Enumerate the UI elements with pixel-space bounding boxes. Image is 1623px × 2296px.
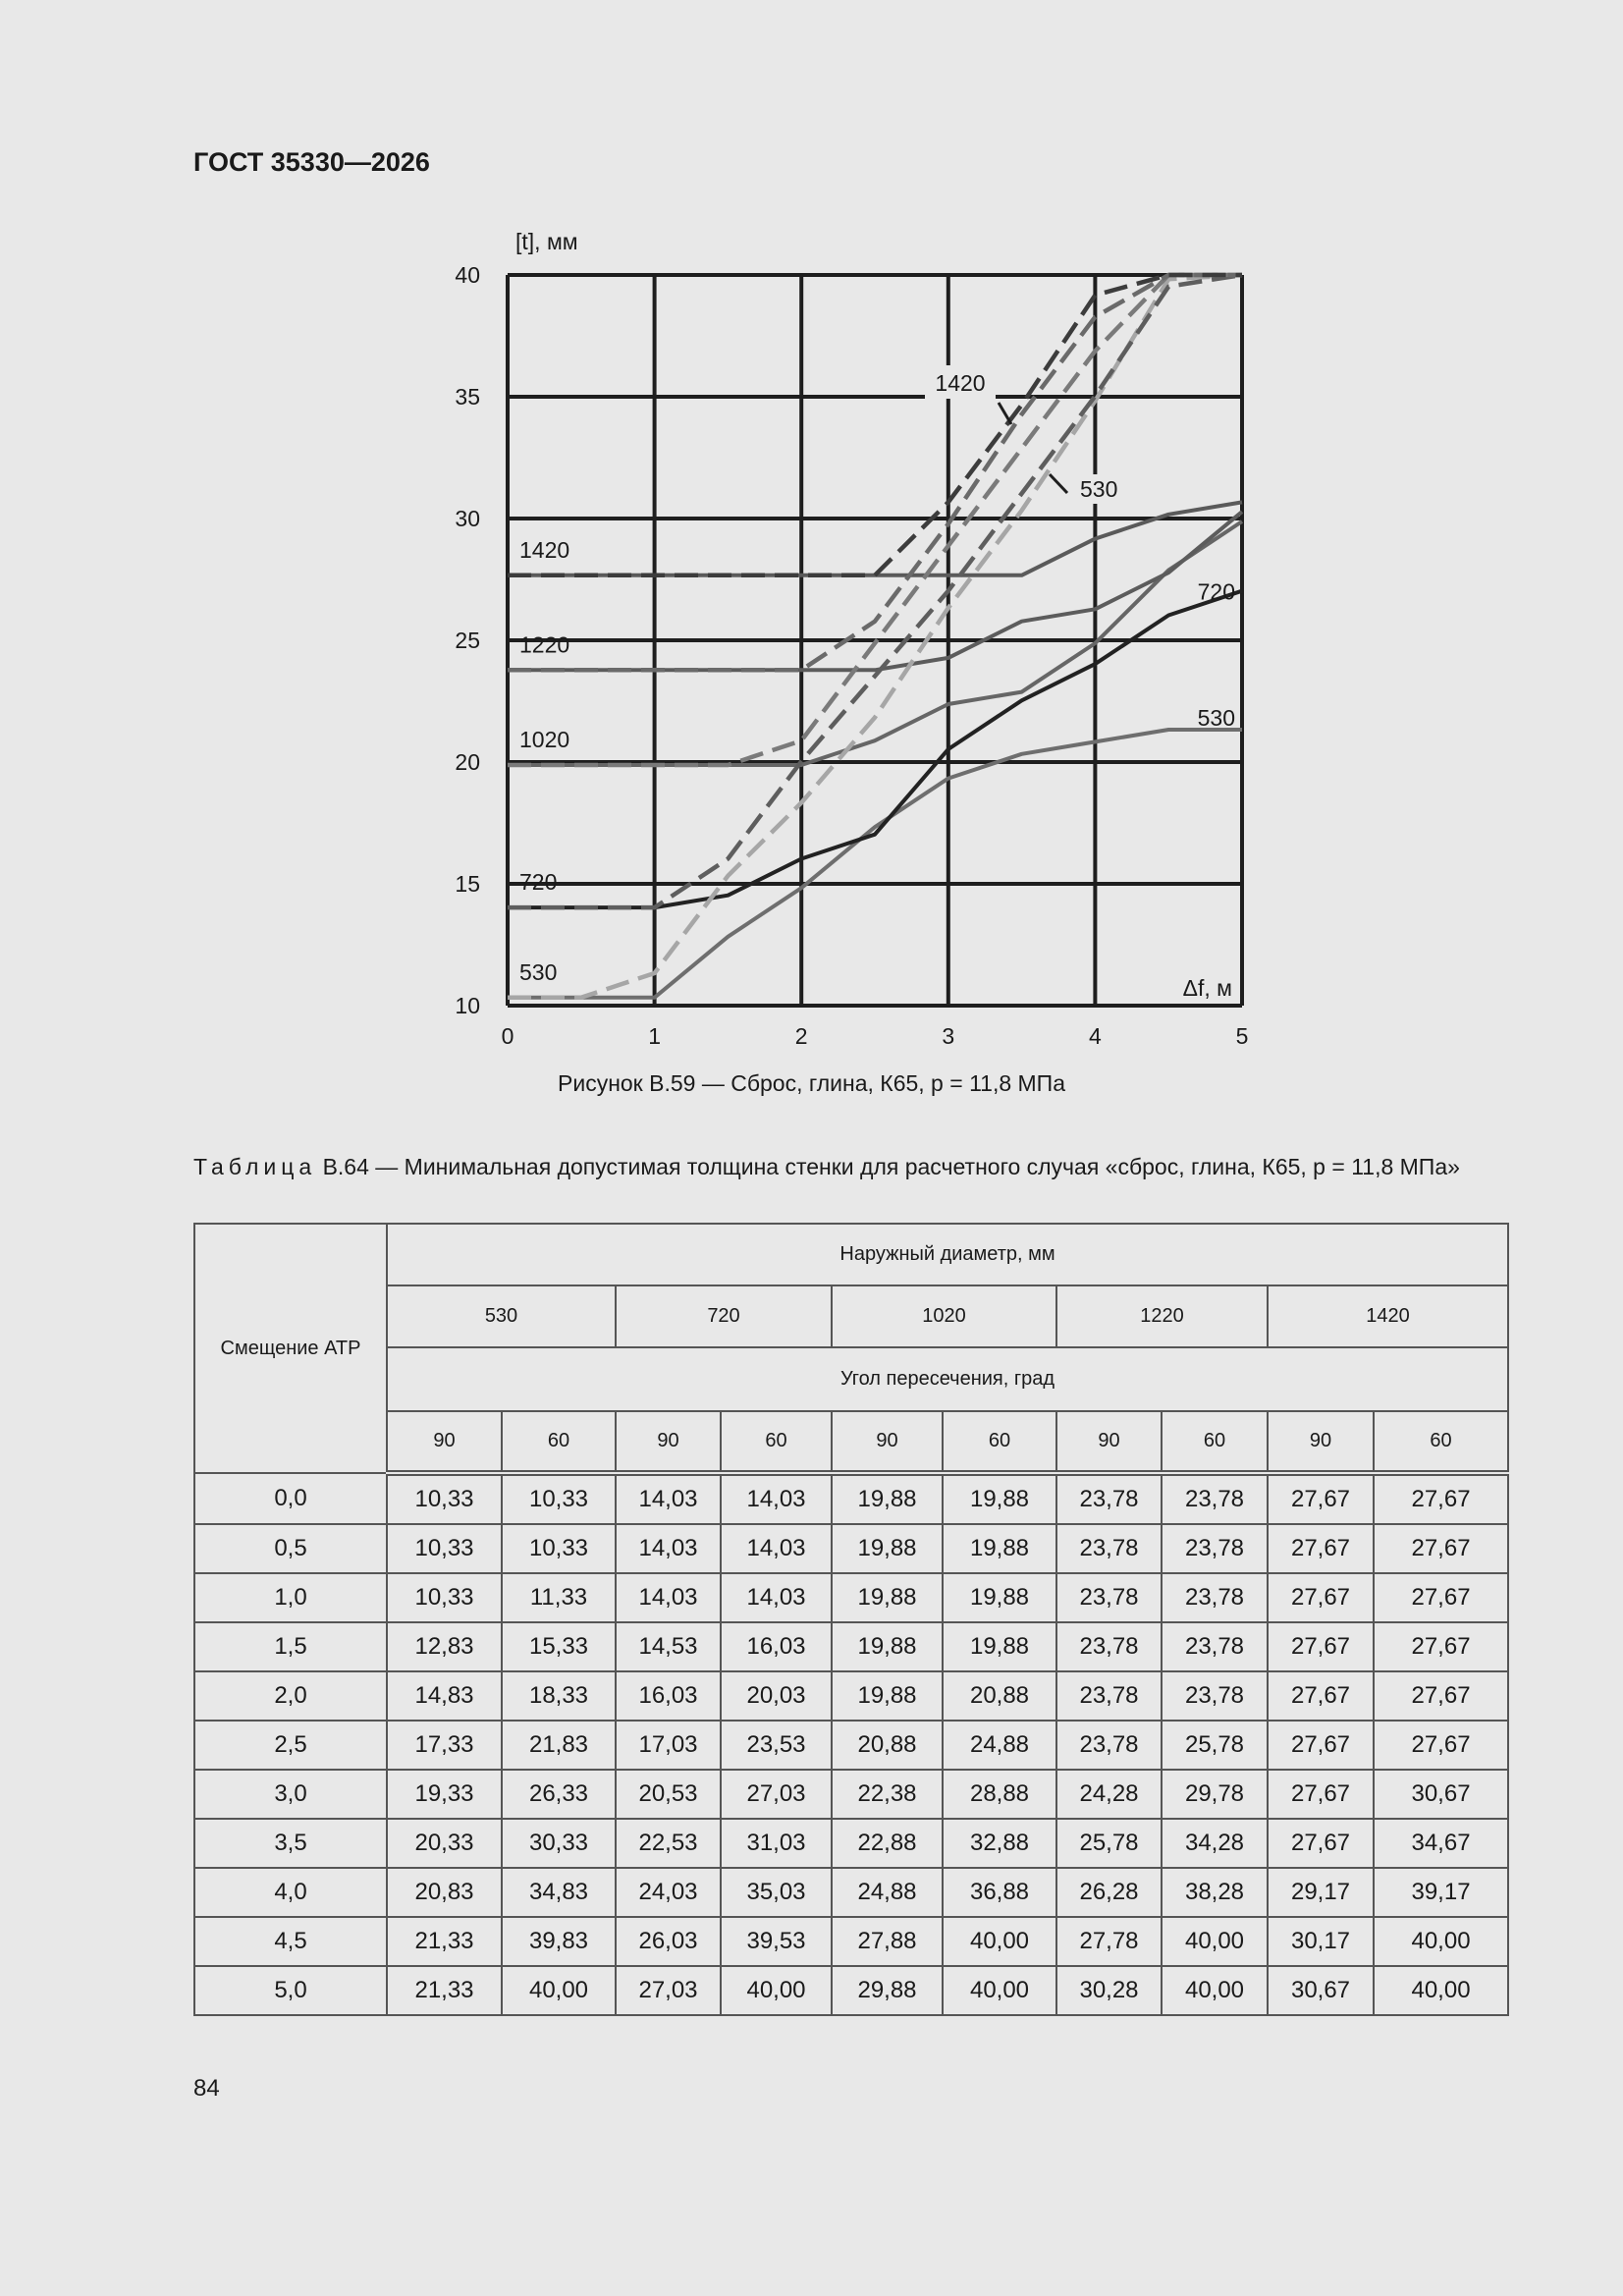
diameter-header: 720: [616, 1285, 832, 1347]
thickness-cell: 40,00: [721, 1966, 832, 2015]
offset-cell: 2,5: [194, 1721, 387, 1770]
series-label: 720: [519, 869, 558, 896]
thickness-cell: 14,03: [721, 1524, 832, 1573]
offset-cell: 0,5: [194, 1524, 387, 1573]
thickness-cell: 20,33: [387, 1819, 502, 1868]
thickness-cell: 14,03: [616, 1524, 721, 1573]
thickness-cell: 39,53: [721, 1917, 832, 1966]
thickness-cell: 23,78: [1056, 1524, 1162, 1573]
diameter-header: 1220: [1056, 1285, 1268, 1347]
thickness-cell: 10,33: [387, 1473, 502, 1524]
thickness-cell: 27,67: [1268, 1770, 1374, 1819]
thickness-cell: 34,83: [502, 1868, 616, 1917]
thickness-cell: 26,33: [502, 1770, 616, 1819]
thickness-cell: 31,03: [721, 1819, 832, 1868]
thickness-cell: 40,00: [1374, 1966, 1508, 2015]
offset-cell: 4,5: [194, 1917, 387, 1966]
table-row: [194, 1721, 1508, 1770]
offset-cell: 1,0: [194, 1573, 387, 1622]
thickness-cell: 32,88: [943, 1819, 1056, 1868]
thickness-cell: 27,67: [1374, 1473, 1508, 1524]
outer-diameter-header: Наружный диаметр, мм: [387, 1224, 1508, 1285]
series-label: 720: [1197, 578, 1235, 605]
series-line-530-60: [508, 275, 1242, 998]
thickness-cell: 36,88: [943, 1868, 1056, 1917]
thickness-cell: 24,88: [943, 1721, 1056, 1770]
offset-cell: 0,0: [194, 1473, 387, 1524]
thickness-cell: 27,78: [1056, 1917, 1162, 1966]
series-label: 1220: [519, 631, 570, 658]
label-leader-line: [999, 403, 1011, 424]
y-tick-label: 40: [455, 262, 480, 288]
table-row: [194, 1573, 1508, 1622]
table-row: [194, 1819, 1508, 1868]
thickness-cell: 40,00: [943, 1917, 1056, 1966]
table-row: [194, 1473, 1508, 1524]
thickness-cell: 23,78: [1056, 1473, 1162, 1524]
thickness-cell: 27,67: [1268, 1622, 1374, 1671]
thickness-cell: 21,83: [502, 1721, 616, 1770]
table-row: [194, 1966, 1508, 2015]
thickness-cell: 19,88: [943, 1622, 1056, 1671]
angle-header-cell: 60: [502, 1411, 616, 1473]
thickness-cell: 21,33: [387, 1966, 502, 2015]
offset-cell: 2,0: [194, 1671, 387, 1721]
page-number: 84: [193, 2075, 220, 2102]
thickness-cell: 17,33: [387, 1721, 502, 1770]
thickness-cell: 10,33: [387, 1573, 502, 1622]
thickness-cell: 22,88: [832, 1819, 943, 1868]
angle-header-cell: 60: [721, 1411, 832, 1473]
thickness-cell: 23,78: [1056, 1671, 1162, 1721]
table-row: [194, 1917, 1508, 1966]
thickness-cell: 10,33: [502, 1524, 616, 1573]
thickness-cell: 27,67: [1374, 1573, 1508, 1622]
thickness-cell: 34,28: [1162, 1819, 1268, 1868]
thickness-cell: 27,67: [1268, 1819, 1374, 1868]
series-label: 530: [1197, 705, 1235, 732]
series-line-1420-60: [508, 275, 1242, 575]
thickness-cell: 23,78: [1162, 1622, 1268, 1671]
series-line-530-90: [508, 730, 1242, 998]
document-header: ГОСТ 35330—2026: [193, 147, 430, 177]
thickness-cell: 23,78: [1162, 1671, 1268, 1721]
table-row: [194, 1671, 1508, 1721]
series-label: 1020: [519, 726, 570, 752]
series-label: 530: [1080, 476, 1118, 502]
thickness-cell: 27,67: [1268, 1524, 1374, 1573]
thickness-cell: 20,53: [616, 1770, 721, 1819]
table-row: [194, 1622, 1508, 1671]
x-tick-label: 5: [1235, 1023, 1249, 1049]
thickness-cell: 30,17: [1268, 1917, 1374, 1966]
thickness-cell: 40,00: [1162, 1917, 1268, 1966]
offset-cell: 3,0: [194, 1770, 387, 1819]
thickness-cell: 28,88: [943, 1770, 1056, 1819]
thickness-cell: 29,78: [1162, 1770, 1268, 1819]
thickness-cell: 16,03: [616, 1671, 721, 1721]
thickness-cell: 27,67: [1268, 1573, 1374, 1622]
thickness-cell: 39,83: [502, 1917, 616, 1966]
thickness-cell: 27,88: [832, 1917, 943, 1966]
thickness-cell: 24,28: [1056, 1770, 1162, 1819]
thickness-cell: 24,88: [832, 1868, 943, 1917]
thickness-cell: 35,03: [721, 1868, 832, 1917]
thickness-cell: 20,88: [832, 1721, 943, 1770]
thickness-cell: 30,33: [502, 1819, 616, 1868]
thickness-cell: 12,83: [387, 1622, 502, 1671]
thickness-cell: 30,67: [1268, 1966, 1374, 2015]
angle-header-cell: 90: [832, 1411, 943, 1473]
thickness-cell: 23,53: [721, 1721, 832, 1770]
thickness-cell: 14,03: [721, 1473, 832, 1524]
angle-header-cell: 60: [943, 1411, 1056, 1473]
thickness-cell: 22,53: [616, 1819, 721, 1868]
thickness-cell: 34,67: [1374, 1819, 1508, 1868]
thickness-cell: 18,33: [502, 1671, 616, 1721]
thickness-cell: 27,03: [616, 1966, 721, 2015]
label-leader-line: [1050, 474, 1067, 493]
y-tick-label: 10: [455, 993, 480, 1018]
thickness-cell: 24,03: [616, 1868, 721, 1917]
y-tick-label: 30: [455, 506, 480, 531]
angle-header-cell: 90: [1056, 1411, 1162, 1473]
thickness-cell: 19,88: [832, 1524, 943, 1573]
angle-header-cell: 90: [387, 1411, 502, 1473]
thickness-cell: 27,67: [1374, 1622, 1508, 1671]
thickness-cell: 23,78: [1056, 1622, 1162, 1671]
table-caption-lead: Таблица: [193, 1154, 317, 1179]
x-tick-label: 0: [501, 1023, 514, 1049]
thickness-cell: 22,38: [832, 1770, 943, 1819]
thickness-cell: 19,88: [832, 1671, 943, 1721]
table-caption-text: В.64 — Минимальная допустимая толщина стенки для расчетного случая «сброс, глина, К65, р = 11,8 МПа»: [316, 1154, 1460, 1179]
x-tick-label: 4: [1089, 1023, 1102, 1049]
thickness-cell: 27,67: [1374, 1524, 1508, 1573]
angle-header-cell: 60: [1162, 1411, 1268, 1473]
y-tick-label: 35: [455, 384, 480, 410]
thickness-cell: 19,88: [832, 1622, 943, 1671]
thickness-cell: 19,88: [832, 1473, 943, 1524]
thickness-cell: 27,03: [721, 1770, 832, 1819]
thickness-cell: 14,03: [616, 1573, 721, 1622]
x-axis-label: Δf, м: [1182, 975, 1232, 1001]
thickness-cell: 38,28: [1162, 1868, 1268, 1917]
thickness-cell: 19,88: [943, 1473, 1056, 1524]
table-row: [194, 1770, 1508, 1819]
y-tick-label: 25: [455, 628, 480, 653]
y-tick-label: 20: [455, 749, 480, 775]
table-caption: [193, 1152, 1507, 1181]
figure-caption: Рисунок В.59 — Сброс, глина, К65, р = 11,8 МПа: [558, 1070, 1065, 1096]
thickness-cell: 19,88: [943, 1573, 1056, 1622]
thickness-cell: 29,17: [1268, 1868, 1374, 1917]
thickness-cell: 10,33: [502, 1473, 616, 1524]
diameter-header: 530: [387, 1285, 616, 1347]
offset-cell: 3,5: [194, 1819, 387, 1868]
thickness-cell: 40,00: [1162, 1966, 1268, 2015]
y-axis-label: [t], мм: [515, 229, 578, 254]
y-tick-label: 15: [455, 871, 480, 897]
thickness-cell: 23,78: [1056, 1573, 1162, 1622]
angle-header-cell: 60: [1374, 1411, 1508, 1473]
thickness-cell: 11,33: [502, 1573, 616, 1622]
x-tick-label: 2: [794, 1023, 808, 1049]
angle-header-cell: 90: [616, 1411, 721, 1473]
thickness-cell: 40,00: [1374, 1917, 1508, 1966]
thickness-cell: 20,83: [387, 1868, 502, 1917]
thickness-cell: 30,67: [1374, 1770, 1508, 1819]
thickness-cell: 29,88: [832, 1966, 943, 2015]
thickness-cell: 23,78: [1162, 1573, 1268, 1622]
thickness-cell: 40,00: [943, 1966, 1056, 2015]
angle-header: Угол пересечения, град: [387, 1347, 1508, 1411]
series-label: 1420: [519, 536, 570, 563]
x-tick-label: 3: [942, 1023, 955, 1049]
thickness-cell: 27,67: [1268, 1473, 1374, 1524]
thickness-cell: 23,78: [1056, 1721, 1162, 1770]
diameter-header: 1420: [1268, 1285, 1508, 1347]
thickness-cell: 20,88: [943, 1671, 1056, 1721]
thickness-cell: 25,78: [1056, 1819, 1162, 1868]
x-tick-label: 1: [648, 1023, 661, 1049]
thickness-cell: 10,33: [387, 1524, 502, 1573]
diameter-header: 1020: [832, 1285, 1056, 1347]
wall-thickness-chart: [0, 0, 1623, 1120]
thickness-cell: 14,03: [616, 1473, 721, 1524]
thickness-cell: 20,03: [721, 1671, 832, 1721]
thickness-cell: 23,78: [1162, 1524, 1268, 1573]
thickness-cell: 27,67: [1268, 1721, 1374, 1770]
thickness-cell: 25,78: [1162, 1721, 1268, 1770]
thickness-cell: 26,03: [616, 1917, 721, 1966]
offset-cell: 4,0: [194, 1868, 387, 1917]
thickness-cell: 23,78: [1162, 1473, 1268, 1524]
series-line-1220-60: [508, 275, 1242, 670]
series-label: 530: [519, 958, 558, 985]
thickness-cell: 30,28: [1056, 1966, 1162, 2015]
thickness-cell: 19,88: [832, 1573, 943, 1622]
thickness-cell: 19,33: [387, 1770, 502, 1819]
thickness-cell: 40,00: [502, 1966, 616, 2015]
offset-cell: 1,5: [194, 1622, 387, 1671]
thickness-cell: 27,67: [1374, 1671, 1508, 1721]
thickness-cell: 39,17: [1374, 1868, 1508, 1917]
thickness-cell: 17,03: [616, 1721, 721, 1770]
thickness-cell: 16,03: [721, 1622, 832, 1671]
thickness-cell: 27,67: [1268, 1671, 1374, 1721]
series-label: 1420: [935, 370, 986, 396]
angle-header-cell: 90: [1268, 1411, 1374, 1473]
table-row: [194, 1868, 1508, 1917]
series-line-1420-90: [508, 502, 1242, 574]
wall-thickness-table: [193, 1223, 1509, 2016]
row-header-cell: Смещение АТР: [194, 1224, 387, 1473]
thickness-cell: 19,88: [943, 1524, 1056, 1573]
thickness-cell: 26,28: [1056, 1868, 1162, 1917]
thickness-cell: 14,53: [616, 1622, 721, 1671]
offset-cell: 5,0: [194, 1966, 387, 2015]
thickness-cell: 27,67: [1374, 1721, 1508, 1770]
thickness-cell: 14,83: [387, 1671, 502, 1721]
thickness-cell: 14,03: [721, 1573, 832, 1622]
thickness-cell: 15,33: [502, 1622, 616, 1671]
thickness-cell: 21,33: [387, 1917, 502, 1966]
table-row: [194, 1524, 1508, 1573]
